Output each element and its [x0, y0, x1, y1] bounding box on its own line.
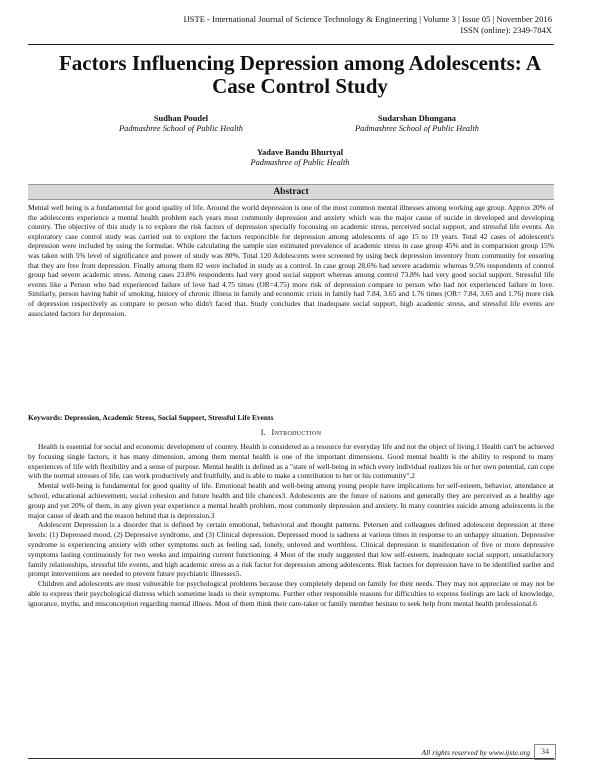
footer-divider	[28, 758, 554, 759]
paragraph: Health is essential for social and economic development of country. Health is considered as a resource for everyday life and not the object of living.1 Health can't be achieved by focusing single factors, it has many dimension, among them mental health is one of the important dimensions. Good mental health is the ability to respond to many experiences of life with flexibility and a sense of purpose. Mental health is defined as a "state of well-being in which every individual realizes his or her own potential, can cope with the normal stresses of life, can work productively and fruitfully, and is able to make a contribution to her or his community".2	[28, 442, 554, 481]
journal-issn: ISSN (online): 2349-784X	[460, 24, 552, 35]
author-name: Sudhan Poudel	[153, 114, 209, 123]
keywords: Keywords: Depression, Academic Stress, Social Support, Stressful Life Events	[28, 413, 274, 422]
author-block	[96, 114, 266, 134]
abstract-heading: Abstract	[28, 184, 554, 200]
author-name: Yadave Bandu Bhurtyal	[256, 148, 344, 157]
paragraph: Children and adolescents are most vulnerable for psychological problems because they completely depend on family for their needs. They may not appreciate or may not be able to express their psychological distress which sometime leads to their symptoms. Further other responsible reasons for difficulties to express feelings are lack of knowledge, ignorance, myths, and misconception regarding mental illness. Most of them think their care-taker or family member hesitate to seek help from mental health professional.6	[28, 579, 554, 608]
author-affiliation: Padmashree of Public Health	[250, 158, 350, 167]
author-affiliation: Padmashree School of Public Health	[355, 124, 479, 133]
paper-title: Factors Influencing Depression among Adolescents: A Case Control Study	[58, 51, 542, 98]
author-block	[215, 148, 385, 168]
author-block	[332, 114, 502, 134]
section-title: Introduction	[271, 428, 322, 437]
footer-rights	[370, 748, 530, 757]
section-number: I.	[260, 428, 266, 437]
header-divider	[28, 44, 554, 45]
journal-header-line1: IJSTE - International Journal of Science Technology & Engineering | Volume 3 | Issue 05 | November 2016	[183, 14, 552, 24]
page-number: 34	[534, 744, 556, 760]
paragraph: Adolescent Depression is a disorder that is defined by certain emotional, behavioral and thought patterns. Petersen and colleagues defined adolescent depression at three levels: (1) Depressed mood, (2) Depressive syndrome, and (3) Clinical depression. Depressed mood is sadness at various times in response to an unhappy situation. Depressive syndrome is experiencing anxiety with other symptoms such as feeling sad, lonely, unloved and worthless. Clinical depression is manifestation of five or more depressive symptoms lasting continuously for two weeks and impairing current functioning. 4 Most of the study suggested that low self-esteem, inadequate social support, unsatisfactory family relationships, stressful life events, and high academic stress as a risk factor for depression among adolescents. Risk factors for depression have to be identified earlier and prompt interventions are needed to prevent future psychiatric illnesses5.	[28, 520, 554, 579]
journal-header	[30, 14, 552, 35]
author-name: Sudarshan Dhungana	[378, 114, 456, 123]
author-affiliation: Padmashree School of Public Health	[119, 124, 243, 133]
footer-rights-text: All rights reserved by www.ijste.org	[421, 748, 530, 757]
body-text	[28, 442, 554, 609]
section-heading	[28, 428, 554, 438]
paragraph: Mental well-being is fundamental for good quality of life. Emotional health and well-being among young people have implications for self-esteem, behavior, attendance at school, educational achievement, social cohesion and future health and life chances3. Adolescents are the future of nations and generally they are perceived as a healthy age group and yet 20% of them, in any given year experience a mental health problem, most commonly depression and anxiety. In many countries suicide among adolescents is the major cause of death and the reason behind that is depression.3	[28, 481, 554, 520]
abstract-text: Mental well being is a fundamental for good quality of life. Around the world depression is one of the most common mental illnesses among working age group. Approx 20% of the adolescents experience a mental health problem each years most commonly depression and anxiety which was the major cause of sucide in developed and developing country. The objective of this study is to explore the risk factors of depression specially focousing on academic stress, perceived social support, and stressful life events. An exploratory case control study was carried out to explore the factors responcible for depression among adolescents of age 15 to 19 years. Total 42 cases of adolescent's depression were included by using the formulae. While calculating the sample size estimated prevalence of academic stress in case group 45% and in comparision group 15% was taken with 5% level of significance and power of study was 80%. Total 120 Adolescents were screened by using beck depression inventory from community for ensuring that they are free from depression. Finally among them 82 were included in study as a control. In case group 28.6% had severe academic whereas 9.5% respondents of control group had severe academic stress. Among cases 23.8% respondents had very good social support whereas among control 73.8% had very good social support. Stressful life events like a Person who had experienced failure of love had 4.75 times (OR=4.75) more risk of depression compare to person who had not experienced failure in love. Similarly, person having habit of smoking, history of chronic illness in family and economic crisis in family had 7.84, 3.65 and 1.76 times (OR= 7.84, 3.65 and 1.76) more risk of depression respectively as compare to person who didn't faced that. Study concludes that inadequate social support, high academic stress, and stressful life events are associated factors for depression.	[28, 203, 554, 318]
